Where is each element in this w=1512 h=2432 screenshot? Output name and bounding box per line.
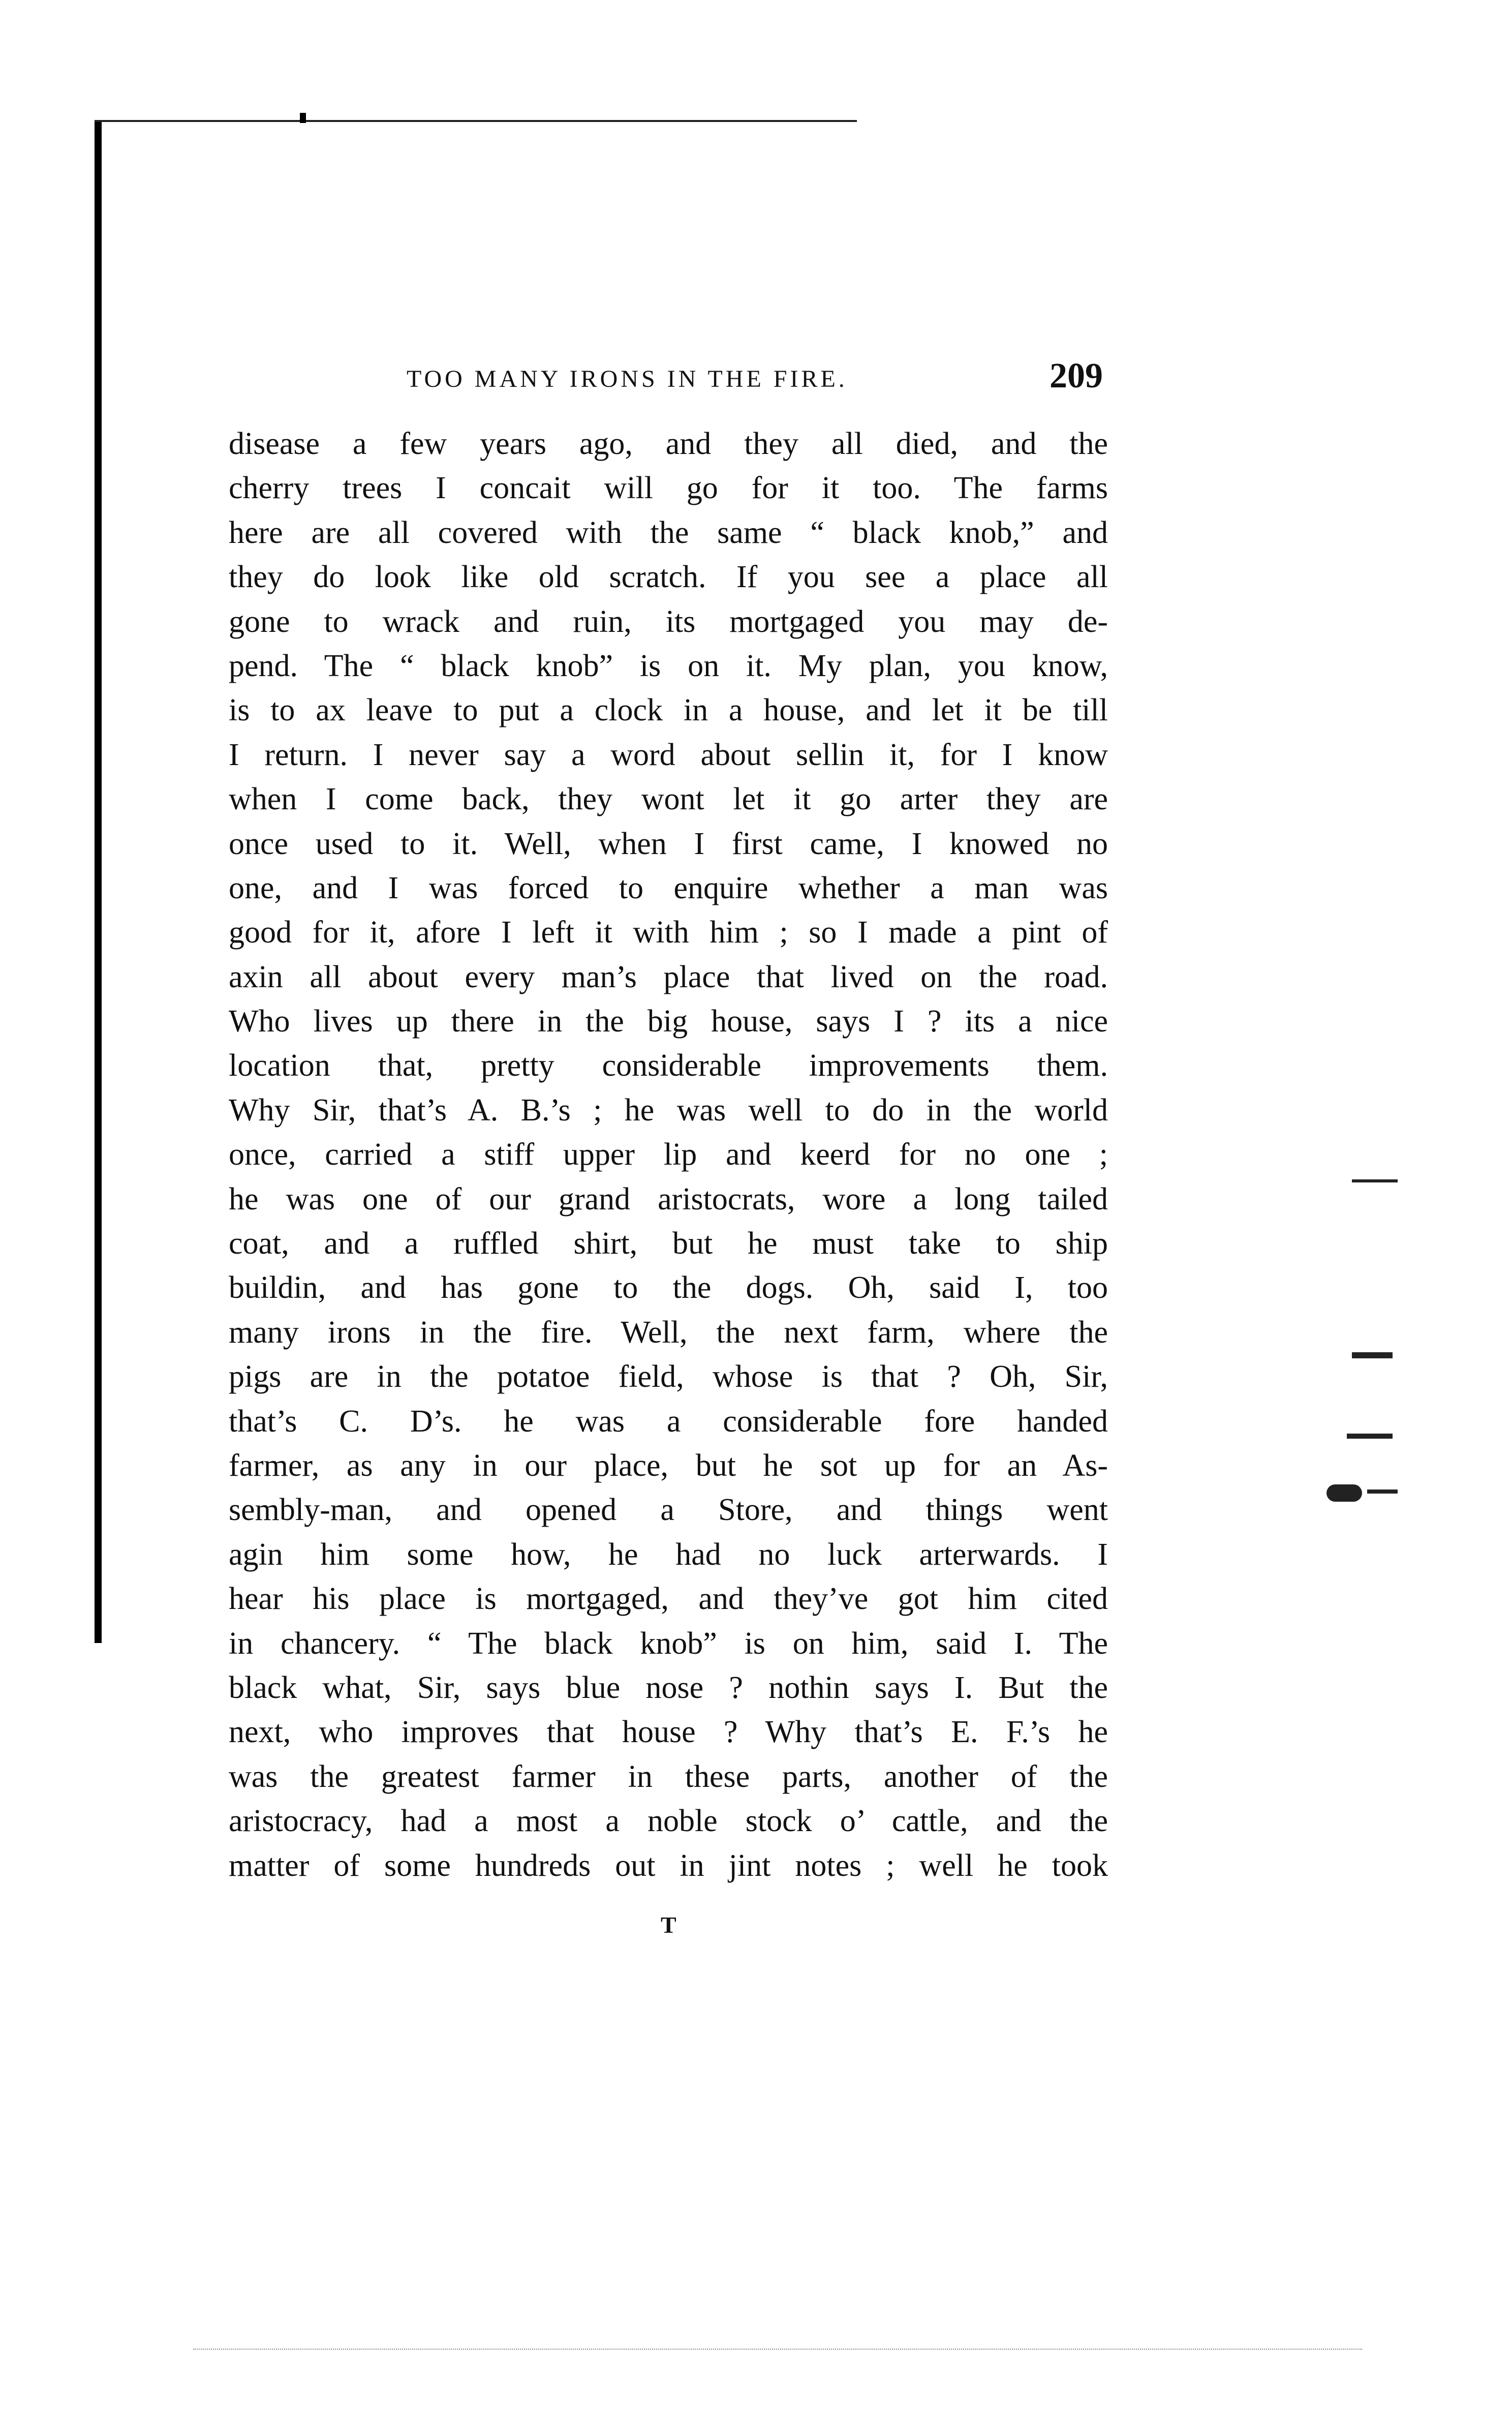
text-line: cherry trees I concait will go for it too. The farms — [229, 471, 1108, 506]
text-line: farmer, as any in our place, but he sot up for an As- — [229, 1448, 1108, 1483]
text-line: once used to it. Well, when I first came, I knowed no — [229, 826, 1108, 861]
text-line: pigs are in the potatoe field, whose is that ? Oh, Sir, — [229, 1359, 1108, 1394]
text-line: aristocracy, had a most a noble stock o’ cattle, and the — [229, 1804, 1108, 1839]
text-line: disease a few years ago, and they all died, and the — [229, 427, 1108, 461]
text-line: in chancery. “ The black knob” is on him, said I. The — [229, 1626, 1108, 1661]
text-line: matter of some hundreds out in jint notes ; well he took — [229, 1848, 1108, 1883]
text-line: one, and I was forced to enquire whether a man was — [229, 870, 1108, 905]
text-line: hear his place is mortgaged, and they’ve got him cited — [229, 1582, 1108, 1617]
text-line: many irons in the fire. Well, the next farm, where the — [229, 1315, 1108, 1350]
running-title: TOO MANY IRONS IN THE FIRE. — [407, 366, 848, 392]
scan-border-left — [95, 120, 102, 1643]
page-number: 209 — [1050, 356, 1103, 396]
text-line: sembly-man, and opened a Store, and things went — [229, 1493, 1108, 1528]
scan-speck — [300, 113, 306, 123]
text-line: Why Sir, that’s A. B.’s ; he was well to do in the world — [229, 1092, 1108, 1128]
text-line: location that, pretty considerable improvements them. — [229, 1048, 1108, 1083]
text-line: black what, Sir, says blue nose ? nothin says I. But the — [229, 1670, 1108, 1705]
text-line: was the greatest farmer in these parts, another of the — [229, 1759, 1108, 1794]
text-line: agin him some how, he had no luck arterwards. I — [229, 1537, 1108, 1572]
page-body — [229, 422, 1108, 1888]
text-line: good for it, afore I left it with him ; so I made a pint of — [229, 915, 1108, 950]
text-line: they do look like old scratch. If you see a place all — [229, 560, 1108, 595]
scan-border-top — [95, 120, 857, 122]
text-line: that’s C. D’s. he was a considerable fore handed — [229, 1404, 1108, 1439]
scan-bottom-specks — [193, 2349, 1362, 2380]
text-line: Who lives up there in the big house, says I ? its a nice — [229, 1004, 1108, 1039]
text-line: coat, and a ruffled shirt, but he must take to ship — [229, 1226, 1108, 1261]
text-line: here are all covered with the same “ black knob,” and — [229, 515, 1108, 550]
text-line: buildin, and has gone to the dogs. Oh, said I, too — [229, 1270, 1108, 1305]
text-line: once, carried a stiff upper lip and keerd for no one ; — [229, 1137, 1108, 1172]
text-line: he was one of our grand aristocrats, wore a long tailed — [229, 1181, 1108, 1217]
text-line: I return. I never say a word about sellin it, for I know — [229, 737, 1108, 772]
running-head — [234, 356, 1103, 397]
text-line: axin all about every man’s place that lived on the road. — [229, 959, 1108, 994]
text-line: gone to wrack and ruin, its mortgaged you may de- — [229, 604, 1108, 639]
text-line: pend. The “ black knob” is on it. My plan, you know, — [229, 648, 1108, 683]
text-line: is to ax leave to put a clock in a house, and let it be till — [229, 693, 1108, 728]
signature-mark: T — [661, 1912, 676, 1938]
text-line: next, who improves that house ? Why that’s E. F.’s he — [229, 1715, 1108, 1750]
scan-margin-specks — [1321, 117, 1398, 2303]
text-line: when I come back, they wont let it go arter they are — [229, 782, 1108, 817]
